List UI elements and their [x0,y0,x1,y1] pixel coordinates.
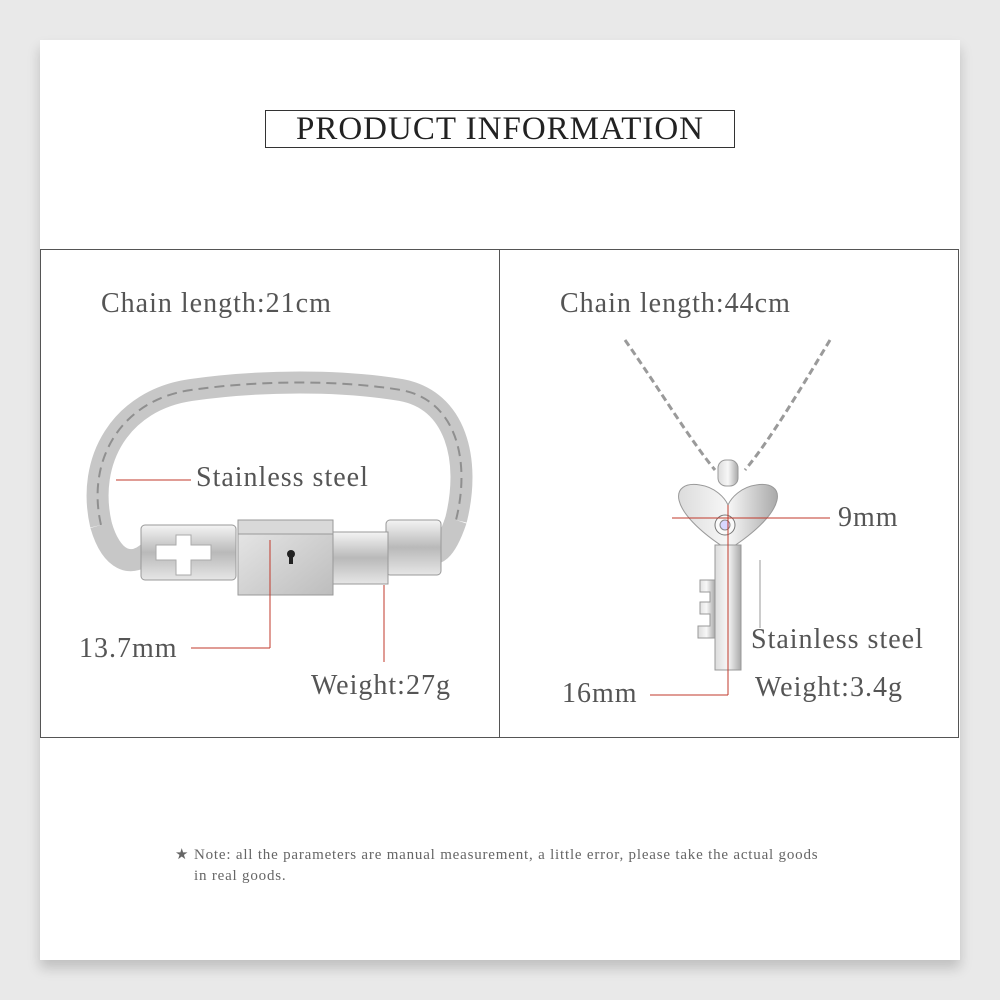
necklace-bail [718,460,738,486]
necklace-image [500,250,959,738]
bracelet-chain-length: Chain length:21cm [101,288,332,319]
bracelet-width: 13.7mm [79,633,178,664]
necklace-material: Stainless steel [751,624,924,655]
page-title [265,110,735,148]
measurement-note [175,845,835,887]
necklace-chain-length: Chain length:44cm [560,288,791,319]
page-title-text: PRODUCT INFORMATION [295,110,705,147]
bracelet-weight: Weight:27g [311,670,451,701]
bracelet-lock-plate [238,520,388,595]
bracelet-material: Stainless steel [196,462,369,493]
necklace-length: 16mm [562,678,638,709]
star-icon: ★ [175,847,190,863]
bracelet-panel [40,249,500,738]
necklace-chain [625,340,830,470]
note-text: Note: all the parameters are manual measurement, a little error, please take the actual goods in real goods. [194,847,819,884]
necklace-panel [499,249,959,738]
necklace-width: 9mm [838,502,899,533]
necklace-weight: Weight:3.4g [755,672,903,703]
